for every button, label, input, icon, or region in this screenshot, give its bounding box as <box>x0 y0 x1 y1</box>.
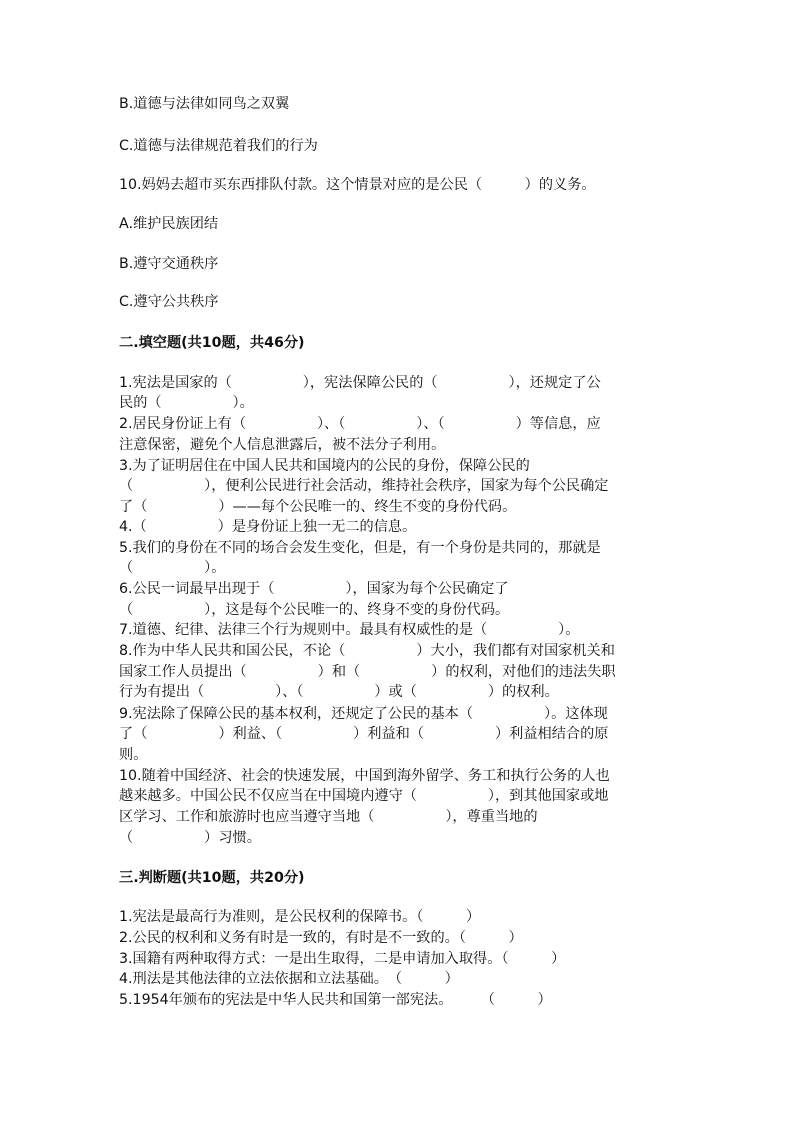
fill-blank-line: （ ）习惯。 <box>119 830 261 846</box>
fill-blank-line: 2.居民身份证上有（ ）、（ ）、（ ）等信息，应 <box>119 416 601 432</box>
true-false-line: 2.公民的权利和义务有时是一致的，有时是不一致的。（ ） <box>119 930 523 946</box>
fill-blank-line: 8.作为中华人民共和国公民，不论（ ）大小，我们都有对国家机关和 <box>119 643 615 659</box>
section-heading: 二.填空题(共10题，共46分) <box>119 335 305 351</box>
fill-blank-line: 行为有提出（ ）、（ ）或（ ）的权利。 <box>119 684 559 700</box>
true-false-line: 3.国籍有两种取得方式：一是出生取得，二是申请加入取得。（ ） <box>119 951 566 967</box>
fill-blank-line: 国家工作人员提出（ ）和（ ）的权利，对他们的违法失职 <box>119 664 616 680</box>
true-false-line: 5.1954年颁布的宪法是中华人民共和国第一部宪法。 （ ） <box>119 992 552 1008</box>
fill-blank-line: 7.道德、纪律、法律三个行为规则中。最具有权威性的是（ ）。 <box>119 622 580 638</box>
section-heading: 三.判断题(共10题，共20分) <box>119 870 305 886</box>
fill-blank-line: 1.宪法是国家的（ ），宪法保障公民的（ ），还规定了公 <box>119 375 601 391</box>
mc-option-text: A.维护民族团结 <box>119 216 219 232</box>
fill-blank-line: 3.为了证明居住在中国人民共和国境内的公民的身份，保障公民的 <box>119 458 530 474</box>
fill-blank-line: 了（ ）——每个公民唯一的、终生不变的身份代码。 <box>119 499 517 515</box>
fill-blank-line: 4.（ ）是身份证上独一无二的信息。 <box>119 519 417 535</box>
fill-blank-line: （ ），便利公民进行社会活动，维持社会秩序，国家为每个公民确定 <box>119 478 609 494</box>
mc-option-text: B.遵守交通秩序 <box>119 256 219 272</box>
fill-blank-line: （ ），这是每个公民唯一的、终身不变的身份代码。 <box>119 602 510 618</box>
fill-blank-line: 6.公民一词最早出现于（ ），国家为每个公民确定了 <box>119 581 509 597</box>
mc-option-text: B.道德与法律如同鸟之双翼 <box>119 96 290 112</box>
fill-blank-line: 了（ ）利益、（ ）利益和（ ）利益相结合的原 <box>119 726 609 742</box>
fill-blank-line: 民的（ ）。 <box>119 395 254 411</box>
fill-blank-line: 5.我们的身份在不同的场合会发生变化，但是，有一个身份是共同的，那就是 <box>119 540 601 556</box>
true-false-line: 4.刑法是其他法律的立法依据和立法基础。 （ ） <box>119 971 459 987</box>
fill-blank-line: 区学习、工作和旅游时也应当遵守当地（ ），尊重当地的 <box>119 809 538 825</box>
mc-option-text: C.遵守公共秩序 <box>119 294 219 310</box>
true-false-line: 1.宪法是最高行为准则，是公民权利的保障书。（ ） <box>119 909 481 925</box>
mc-question-text: 10.妈妈去超市买东西排队付款。这个情景对应的是公民（ ）的义务。 <box>119 177 596 193</box>
fill-blank-line: 则。 <box>119 747 148 763</box>
fill-blank-line: （ ）。 <box>119 560 226 576</box>
fill-blank-line: 9.宪法除了保障公民的基本权利，还规定了公民的基本（ ）。这体现 <box>119 706 608 722</box>
fill-blank-line: 注意保密，避免个人信息泄露后，被不法分子利用。 <box>119 437 446 453</box>
fill-blank-line: 越来越多。中国公民不仅应当在中国境内遵守（ ），到其他国家或地 <box>119 788 609 804</box>
fill-blank-line: 10.随着中国经济、社会的快速发展，中国到海外留学、务工和执行公务的人也 <box>119 768 610 784</box>
mc-option-text: C.道德与法律规范着我们的行为 <box>119 138 318 154</box>
